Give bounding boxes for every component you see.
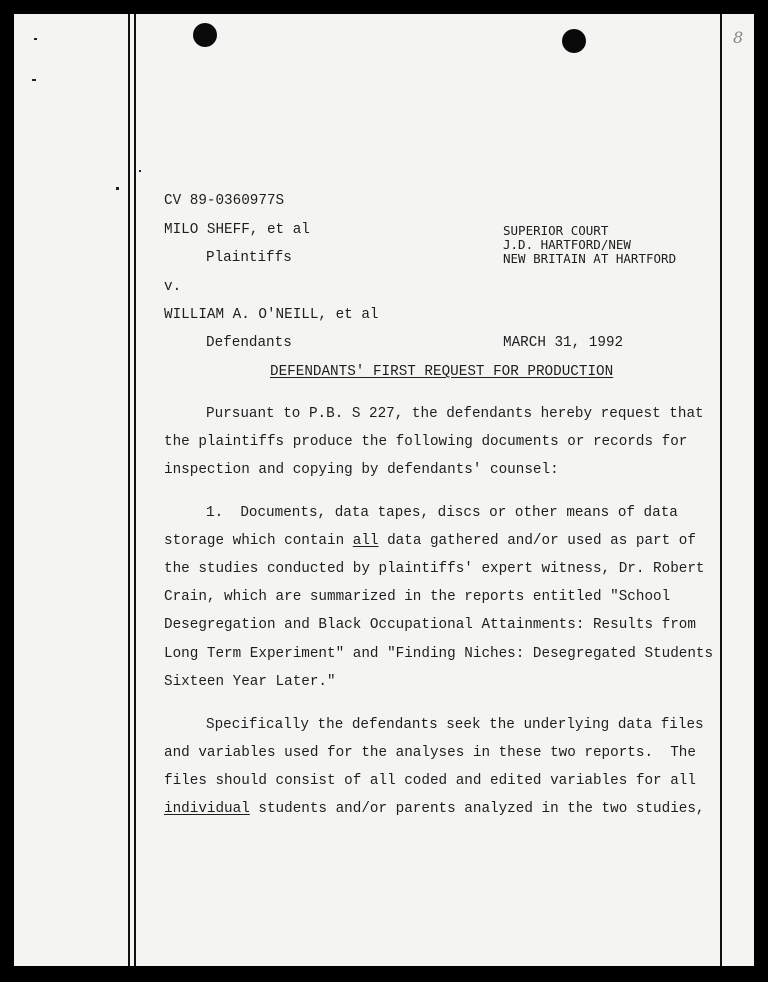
item1-line: Long Term Experiment" and "Finding Niches: Desegregated Students <box>164 646 714 662</box>
item1-line: 1. Documents, data tapes, discs or other means of data <box>206 505 678 521</box>
filing-date: MARCH 31, 1992 <box>503 335 624 351</box>
item1-line: Desegregation and Black Occupational Attainments: Results from <box>164 617 696 633</box>
para3-line: files should consist of all coded and edited variables for all <box>164 773 696 789</box>
emphasis-individual: individual <box>164 801 250 817</box>
scan-speck <box>139 170 141 172</box>
para3-line <box>164 800 705 818</box>
intro-line: Pursuant to P.B. S 227, the defendants hereby request that <box>206 406 704 422</box>
plaintiff-role: Plaintiffs <box>206 250 292 266</box>
punch-hole-right <box>562 29 586 53</box>
page-number: 8 <box>733 28 744 47</box>
plaintiff-name: MILO SHEFF, et al <box>164 222 310 238</box>
defendant-name: WILLIAM A. O'NEILL, et al <box>164 307 379 323</box>
para3-line: Specifically the defendants seek the underlying data files <box>206 717 704 733</box>
emphasis-all: all <box>352 533 379 549</box>
para3-line4-post: students and/or parents analyzed in the two studies, <box>249 801 705 817</box>
document-page <box>14 14 754 966</box>
defendant-role: Defendants <box>206 335 292 351</box>
item1-line: Sixteen Year Later." <box>164 674 336 690</box>
scan-speck <box>116 187 119 190</box>
docket-number: CV 89-0360977S <box>164 193 285 209</box>
punch-hole-left <box>193 23 217 47</box>
scan-speck <box>34 38 37 40</box>
intro-line: the plaintiffs produce the following documents or records for <box>164 434 688 450</box>
versus: v. <box>164 279 182 295</box>
para3-line: and variables used for the analyses in these two reports. The <box>164 745 696 761</box>
document-heading: DEFENDANTS' FIRST REQUEST FOR PRODUCTION <box>270 364 614 380</box>
court-line-2: J.D. HARTFORD/NEW <box>503 237 631 252</box>
item1-line2-pre: storage which contain <box>164 533 353 549</box>
item1-line2-post: data gathered and/or used as part of <box>378 533 696 549</box>
item1-line: the studies conducted by plaintiffs' expert witness, Dr. Robert <box>164 561 705 577</box>
left-margin-line-1 <box>128 14 130 966</box>
item1-line: Crain, which are summarized in the reports entitled "School <box>164 589 671 605</box>
intro-line: inspection and copying by defendants' counsel: <box>164 462 559 478</box>
court-line-1: SUPERIOR COURT <box>503 223 609 238</box>
right-margin-line <box>720 14 722 966</box>
scan-speck <box>32 79 36 81</box>
court-line-3: NEW BRITAIN AT HARTFORD <box>503 251 677 266</box>
left-margin-line-2 <box>134 14 136 966</box>
item1-line <box>164 532 696 550</box>
